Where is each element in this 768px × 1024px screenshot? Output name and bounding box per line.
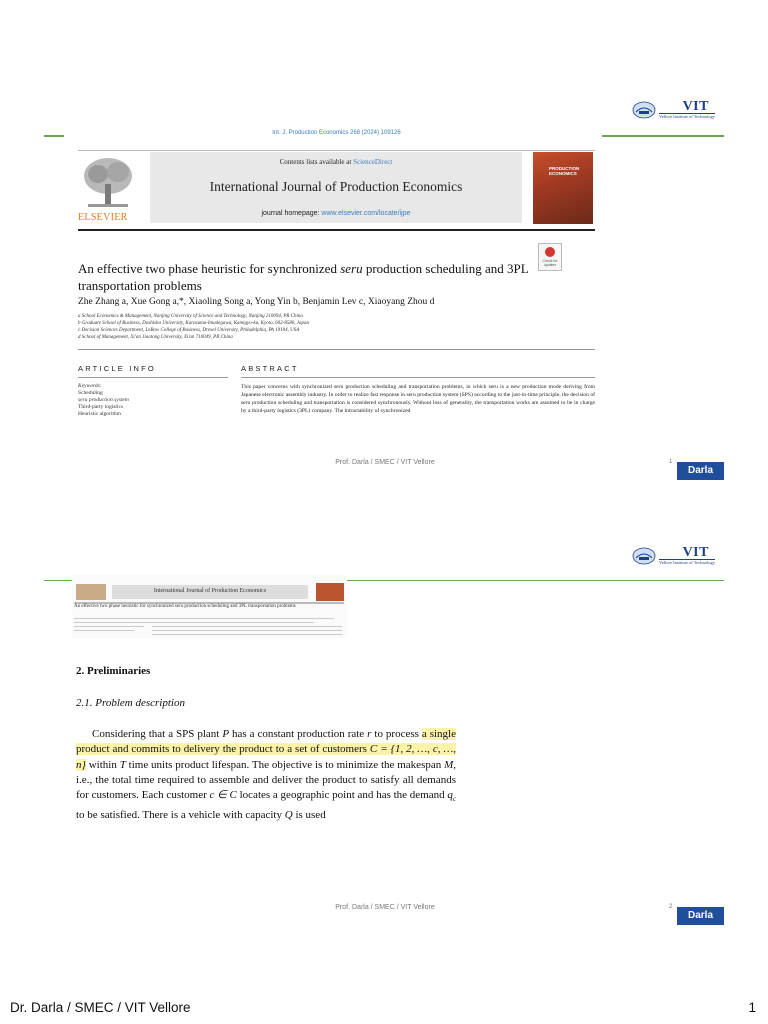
- logo-vit-text: VIT: [659, 546, 715, 560]
- check-updates-icon: [545, 247, 555, 257]
- text-run: Considering that a SPS plant: [92, 728, 223, 740]
- text-run: a single product and commits to delivery the product to a set of customers: [76, 728, 456, 756]
- article-thumbnail: [72, 575, 347, 638]
- journal-name: International Journal of Production Economics: [209, 179, 463, 194]
- article-title: [78, 260, 533, 294]
- affiliation-a: a School Economics & Management, Nanjing University of Science and Technology, Nanjing 210094, PR China: [78, 314, 303, 319]
- journal-cover-text: PRODUCTION ECONOMICS: [549, 166, 580, 176]
- article-screenshot: [78, 130, 595, 430]
- text-run: to process: [371, 728, 422, 740]
- affiliations: [78, 313, 595, 341]
- math-symbol: c ∈ C: [209, 789, 237, 802]
- keyword: Third-party logistics: [78, 404, 124, 410]
- subsection-heading: 2.1. Problem description: [76, 697, 185, 709]
- text-run: is used: [292, 808, 326, 821]
- abstract-heading: ABSTRACT: [241, 364, 299, 373]
- slide-2-darla-badge: Darla: [677, 907, 724, 925]
- slide-2-vit-logo: [632, 546, 715, 566]
- slide-1-number: 1: [669, 459, 673, 465]
- page-footer: Dr. Darla / SMEC / VIT Vellore: [10, 1000, 191, 1015]
- affiliation-c: c Decision Sciences Department, LeBow College of Business, Drexel University, Philadelphia, PA 19104, USA: [78, 328, 300, 333]
- homepage-prefix: journal homepage:: [261, 210, 322, 217]
- header-bottom-rule: [78, 229, 595, 231]
- vit-emblem-icon: [632, 547, 656, 565]
- divider: [78, 349, 595, 350]
- check-updates-text: Check for updates: [542, 259, 558, 267]
- section-heading: 2. Preliminaries: [76, 665, 151, 677]
- slide-2-number: 2: [669, 904, 673, 910]
- title-part-1: An effective two phase heuristic for synchronized: [78, 261, 341, 276]
- homepage-line: [150, 210, 522, 217]
- slide-1-footer: Prof. Darla / SMEC / VIT Vellore: [335, 459, 435, 466]
- keyword: seru production system: [78, 397, 129, 403]
- keyword: Heuristic algorithm: [78, 411, 121, 417]
- slide-1-darla-badge: Darla: [677, 462, 724, 480]
- math-symbol: M: [444, 758, 454, 771]
- text-run: , i.e., the total time required to assemble and deliver the product to satisfy all demands for customers. Each customer: [76, 758, 456, 802]
- sciencedirect-link[interactable]: ScienceDirect: [353, 158, 393, 166]
- thumbnail-journal-name: International Journal of Production Economics: [153, 588, 267, 594]
- homepage-link[interactable]: www.elsevier.com/locate/ijpe: [321, 210, 411, 217]
- math-symbol: Q: [284, 808, 293, 821]
- text-run: has a constant production rate: [229, 728, 368, 740]
- affiliation-d: d School of Management, Xi'an Jiaotong University, Xi'an 710049, PR China: [78, 335, 233, 340]
- problem-description-paragraph: [76, 727, 456, 823]
- slide-1-vit-logo: [632, 100, 715, 120]
- text-run: to be satisfied. There is a vehicle with capacity: [76, 808, 285, 821]
- keywords-list: [78, 383, 129, 418]
- logo-subtitle: Vellore Institute of Technology: [659, 560, 715, 565]
- divider: [241, 377, 595, 378]
- journal-reference: Int. J. Production Economics 268 (2024) 109126: [272, 130, 401, 136]
- math-symbol: r: [367, 728, 372, 740]
- publisher-name: ELSEVIER: [78, 212, 128, 223]
- math-symbol: T: [119, 758, 126, 771]
- text-run: time units product lifespan. The objective is to minimize the makespan: [125, 758, 445, 771]
- thumbnail-publisher-logo: [76, 584, 106, 600]
- math-subscript: c: [452, 795, 456, 804]
- thumbnail-cover: [316, 583, 344, 601]
- page-number: 1: [748, 1000, 756, 1015]
- keywords-label: Keywords:: [78, 383, 102, 389]
- slide-2-footer: Prof. Darla / SMEC / VIT Vellore: [335, 904, 435, 911]
- divider: [78, 377, 228, 378]
- journal-cover: [533, 152, 593, 224]
- title-italic: seru: [340, 261, 363, 276]
- abstract-text: This paper concerns with synchronized seru production scheduling and transportation problems, in which seru is a new production mode deriving from Japanese electronic assembly industry. In order to realize fast response in seru production system (SPS) according to the just-in-time principle, the decision of seru production scheduling and transportation is considered synchronously. Without loss of generality, the transportation works are assumed to be in charge by a third-party logistics (3PL) company. The intractability of synchronized: [241, 384, 595, 414]
- affiliation-b: b Graduate School of Business, Doshisha University, Karasuma-Imadegawa, Kamigyo-ku, Kyoto, 602-8580, Japan: [78, 321, 309, 326]
- text-run: within: [85, 758, 120, 771]
- check-for-updates-badge[interactable]: [538, 243, 562, 271]
- math-symbol: q: [447, 789, 453, 802]
- contents-line: [150, 158, 522, 166]
- slide-1-rule-left: [44, 135, 64, 137]
- vit-emblem-icon: [632, 101, 656, 119]
- title-part-2: production scheduling and 3PL transportation problems: [78, 261, 529, 293]
- article-info-heading: ARTICLE INFO: [78, 364, 156, 373]
- math-symbol: P: [222, 728, 230, 740]
- article-authors: Zhe Zhang a, Xue Gong a,*, Xiaoling Song a, Yong Yin b, Benjamin Lev c, Xiaoyang Zhou d: [78, 297, 435, 307]
- journal-banner: [150, 152, 522, 223]
- math-symbol: C = {1, 2, …, c, …, n}: [76, 743, 456, 771]
- thumbnail-title: An effective two phase heuristic for synchronized seru production scheduling and 3PL transportation problems: [74, 604, 296, 609]
- slide-1-rule-right: [602, 135, 724, 137]
- logo-vit-text: VIT: [659, 100, 715, 114]
- header-top-rule: [78, 150, 595, 151]
- logo-subtitle: Vellore Institute of Technology: [659, 114, 715, 119]
- keyword: Scheduling: [78, 390, 103, 396]
- text-run: locates a geographic point and has the demand: [236, 789, 448, 802]
- contents-prefix: Contents lists available at: [279, 158, 354, 166]
